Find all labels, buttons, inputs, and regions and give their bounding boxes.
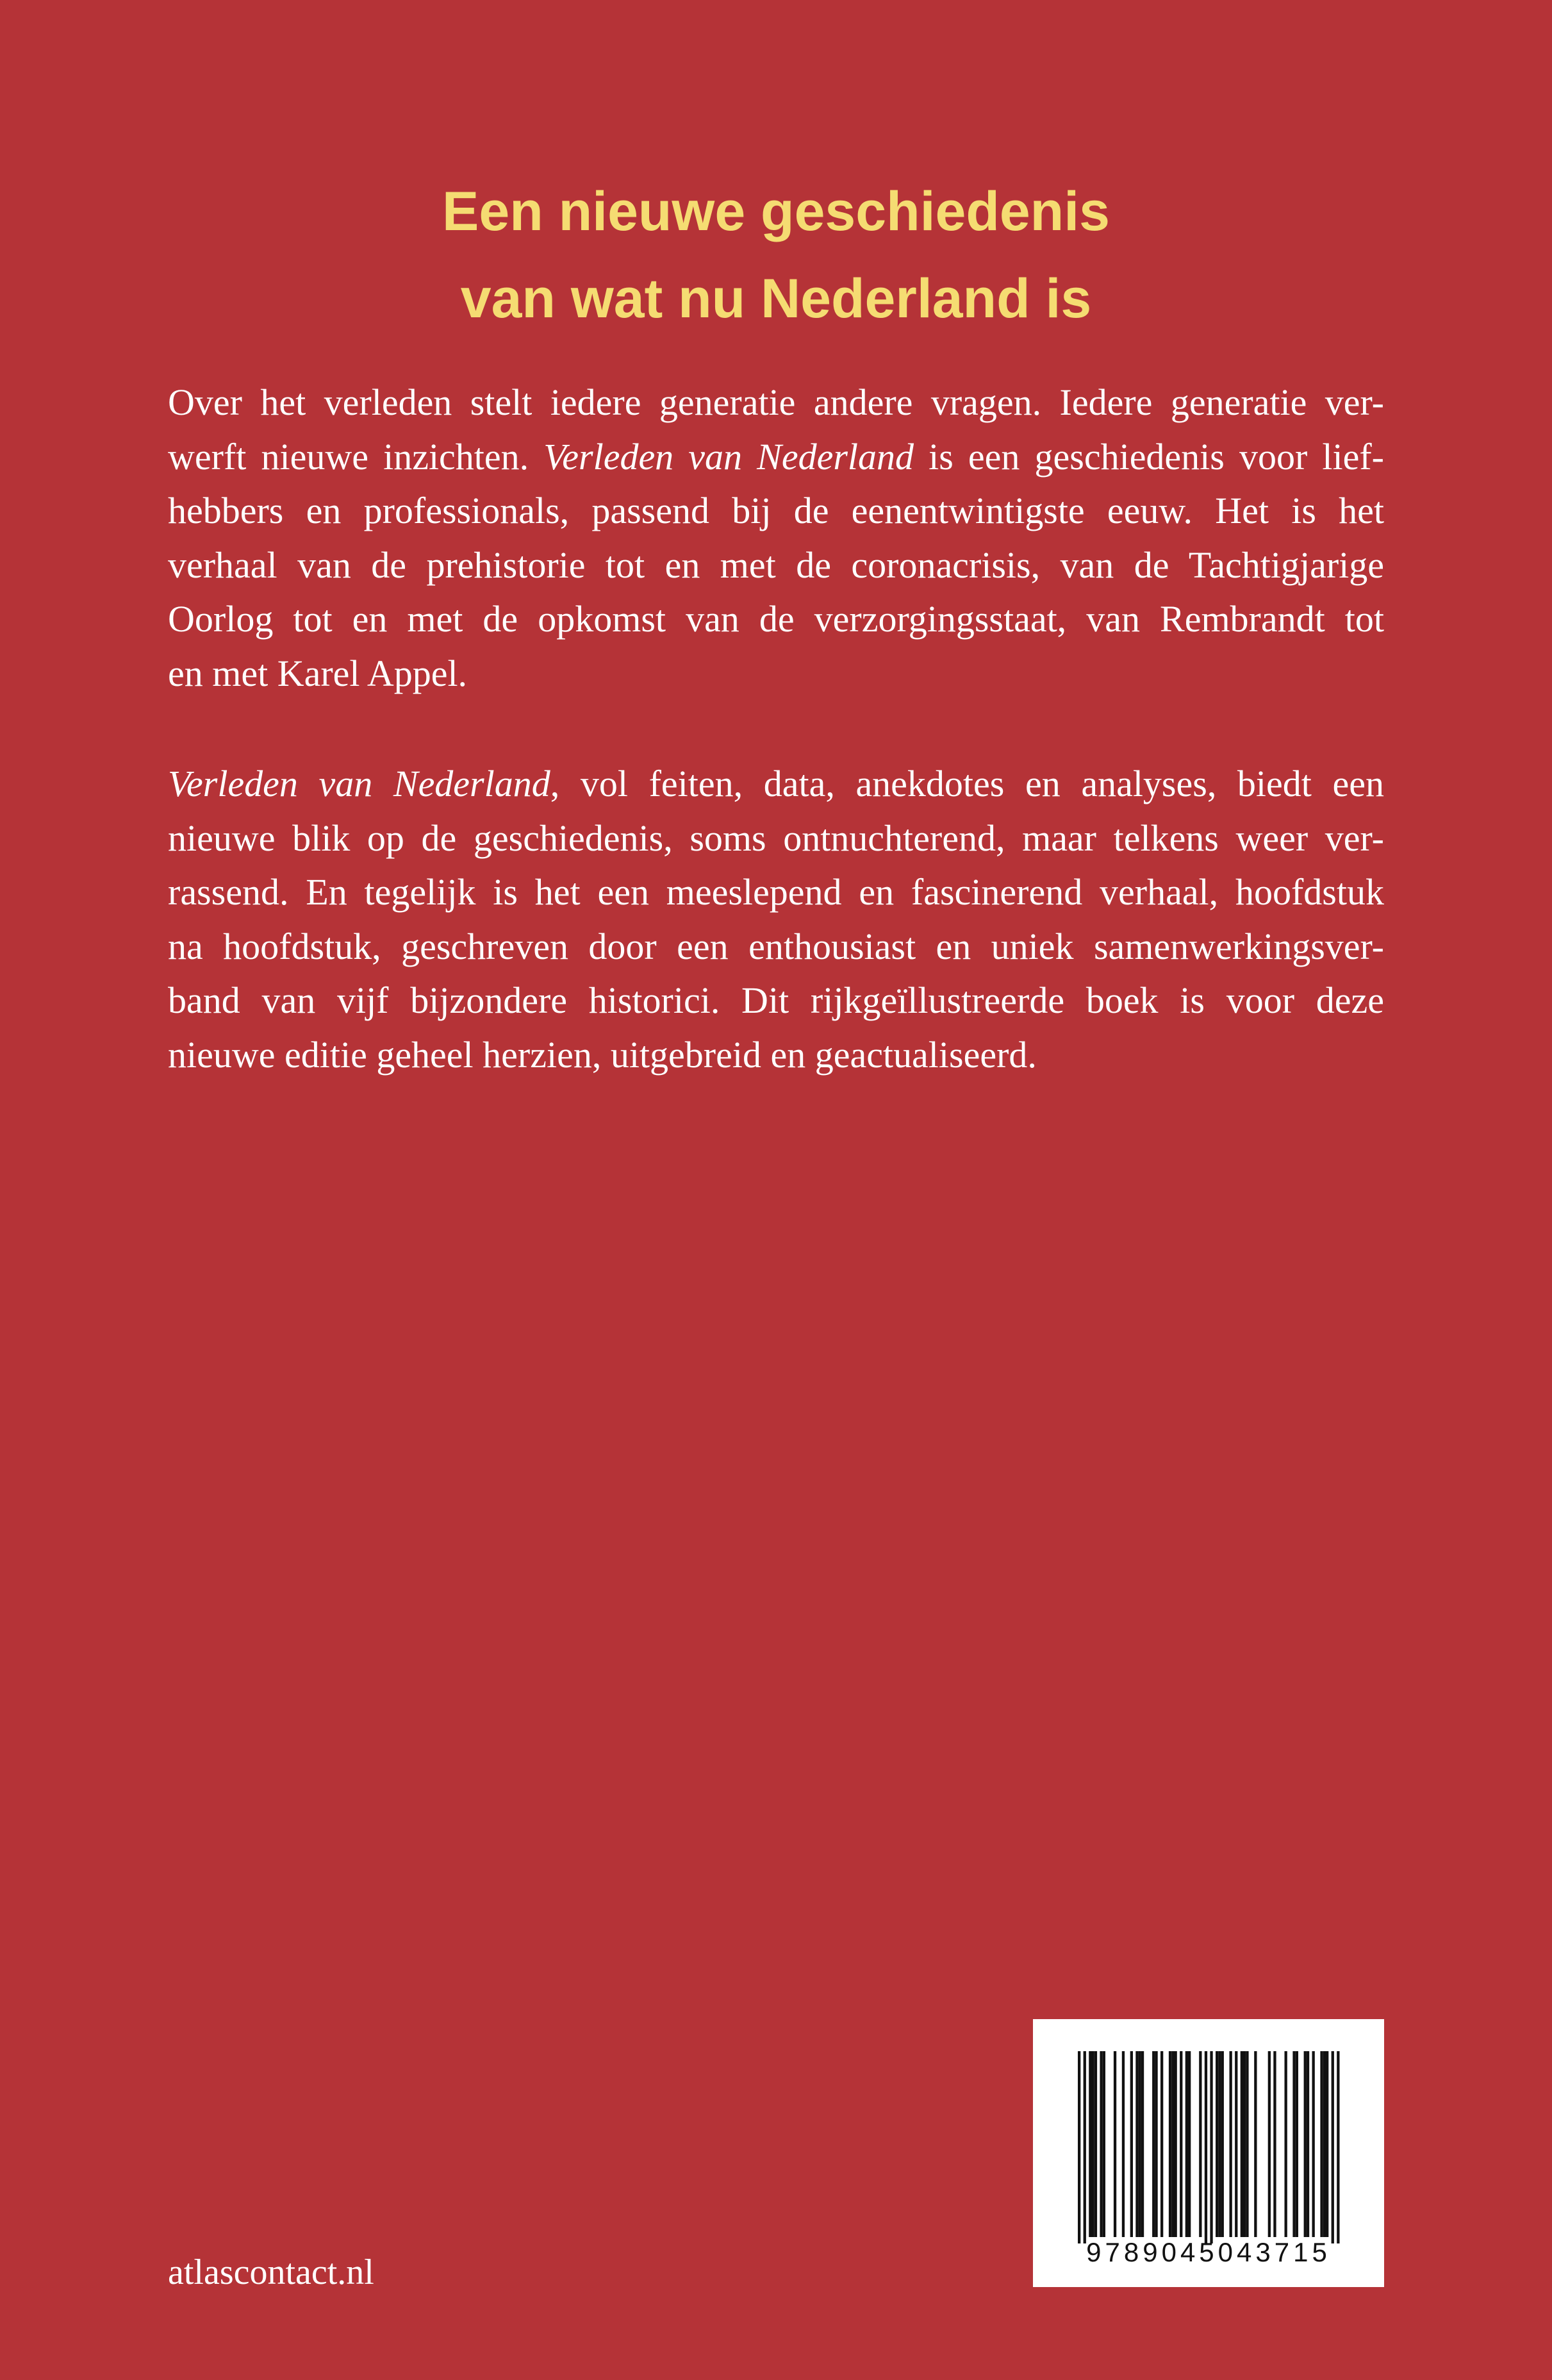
- barcode-bar: [1089, 2051, 1091, 2237]
- barcode-bar: [1152, 2051, 1155, 2237]
- barcode-bar: [1084, 2051, 1086, 2243]
- blurb-line: nieuwe editie geheel herzien, uitgebreid en geactualiseerd.: [168, 1033, 1037, 1076]
- barcode-bar: [1122, 2051, 1125, 2237]
- barcode-bar: [1320, 2051, 1323, 2237]
- barcode-bar: [1307, 2051, 1309, 2237]
- barcode-bar: [1130, 2051, 1133, 2237]
- barcode-bar: [1268, 2051, 1271, 2237]
- blurb-paragraph-1: [168, 376, 1384, 701]
- barcode-bar: [1205, 2051, 1207, 2243]
- blurb-line: [168, 757, 1384, 811]
- barcode-bar: [1103, 2051, 1105, 2237]
- barcode-bar: [1169, 2051, 1171, 2237]
- barcode-bar: [1185, 2051, 1188, 2237]
- barcode-bar: [1216, 2051, 1218, 2237]
- barcode-bar: [1326, 2051, 1328, 2237]
- barcode-bar: [1135, 2051, 1138, 2237]
- barcode-bar: [1218, 2051, 1221, 2237]
- barcode-bar: [1221, 2051, 1224, 2237]
- blurb-text: , vol feiten, data, anekdotes en analyses, biedt een: [550, 763, 1384, 804]
- barcode-bar: [1171, 2051, 1174, 2237]
- barcode-bar: [1273, 2051, 1276, 2237]
- barcode-bar: [1304, 2051, 1307, 2237]
- barcode-bar: [1078, 2051, 1080, 2243]
- isbn-number: 9789045043715: [1086, 2237, 1331, 2267]
- publisher-website: atlascontact.nl: [168, 2252, 374, 2292]
- blurb-text: is een geschiedenis voor lief-: [914, 435, 1385, 478]
- barcode-bar: [1160, 2051, 1163, 2237]
- barcode-bar: [1243, 2051, 1246, 2237]
- barcode-bar: [1092, 2051, 1094, 2237]
- blurb-line: [168, 430, 1384, 485]
- barcode-bar: [1114, 2051, 1116, 2237]
- barcode-bar: [1230, 2051, 1232, 2237]
- blurb-line: band van vijf bijzondere historici. Dit rijkgeïllustreerde boek is voor deze: [168, 979, 1384, 1021]
- barcode-bar: [1100, 2051, 1102, 2237]
- barcode-bar: [1155, 2051, 1157, 2237]
- barcode-bar: [1292, 2051, 1295, 2237]
- blurb-line: nieuwe blik op de geschiedenis, soms ontnuchterend, maar telkens weer ver-: [168, 817, 1384, 859]
- blurb-line: hebbers en professionals, passend bij de eenentwintigste eeuw. Het is het: [168, 490, 1384, 531]
- barcode-bar: [1199, 2051, 1201, 2237]
- blurb-line: Oorlog tot en met de opkomst van de verzorgingsstaat, van Rembrandt tot: [168, 598, 1384, 640]
- barcode-bar: [1285, 2051, 1287, 2237]
- barcode-bar: [1241, 2051, 1243, 2237]
- blurb-line: na hoofdstuk, geschreven door een enthousiast en uniek samenwerkingsver-: [168, 925, 1384, 967]
- barcode-bar: [1323, 2051, 1326, 2237]
- barcode-bar: [1296, 2051, 1298, 2237]
- barcode-bar: [1332, 2051, 1334, 2243]
- book-title-italic: Verleden van Nederland: [543, 435, 914, 478]
- headline: [0, 168, 1552, 342]
- barcode-bar: [1188, 2051, 1191, 2237]
- blurb-line: Over het verleden stelt iedere generatie andere vragen. Iedere generatie ver-: [168, 381, 1384, 423]
- barcode-bar: [1175, 2051, 1177, 2237]
- barcode-bar: [1246, 2051, 1248, 2237]
- barcode-bar: [1210, 2051, 1212, 2243]
- headline-line-2: van wat nu Nederland is: [460, 268, 1092, 329]
- book-title-italic: Verleden van Nederland: [168, 763, 550, 804]
- barcode-bar: [1094, 2051, 1097, 2237]
- blurb-line: en met Karel Appel.: [168, 652, 468, 694]
- barcode-bar: [1254, 2051, 1257, 2237]
- blurb-line: verhaal van de prehistorie tot en met de coronacrisis, van de Tachtigjarige: [168, 544, 1384, 586]
- barcode-bar: [1141, 2051, 1144, 2237]
- barcode-bar: [1235, 2051, 1237, 2237]
- isbn-barcode: [1033, 2019, 1384, 2287]
- headline-line-1: Een nieuwe geschiedenis: [442, 181, 1110, 242]
- blurb-text: werft nieuwe inzichten.: [168, 435, 544, 478]
- barcode-bar: [1139, 2051, 1141, 2237]
- blurb-line: rassend. En tegelijk is het een meeslepend en fascinerend verhaal, hoofdstuk: [168, 871, 1384, 913]
- blurb-paragraph-2: [168, 757, 1384, 1082]
- barcode-bar: [1337, 2051, 1339, 2243]
- barcode-bar: [1180, 2051, 1182, 2237]
- barcode-bar: [1312, 2051, 1315, 2237]
